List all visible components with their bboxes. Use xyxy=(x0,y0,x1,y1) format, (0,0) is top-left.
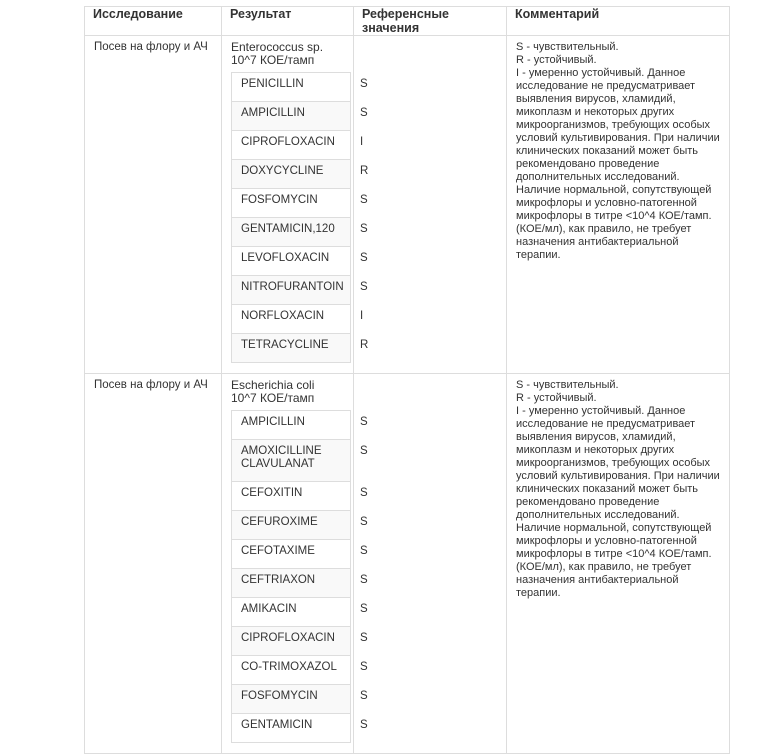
antibiotic-row: CEFTRIAXON S xyxy=(232,569,351,598)
reference-cell xyxy=(354,36,507,374)
antibiotic-row: AMOXICILLINE CLAVULANAT S xyxy=(232,440,351,482)
organism-name: Enterococcus sp. xyxy=(231,40,324,54)
comment-s: S - чувствительный. xyxy=(516,379,619,391)
antibiotic-name: PENICILLIN xyxy=(232,73,351,102)
result-cell xyxy=(222,36,369,374)
comment-s: S - чувствительный. xyxy=(516,41,619,53)
antibiotic-name: CEFOXITIN xyxy=(232,482,351,511)
antibiotic-name: CEFOTAXIME xyxy=(232,540,351,569)
antibiotic-name: AMPICILLIN xyxy=(232,411,351,440)
antibiotic-name: AMPICILLIN xyxy=(232,102,351,131)
organism-name: Escherichia coli xyxy=(231,378,315,392)
antibiotic-name: CEFUROXIME xyxy=(232,511,351,540)
antibiotic-name: NORFLOXACIN xyxy=(232,305,351,334)
comment-i: I - умеренно устойчивый. Данное исследование не предусматривает выявления вирусов, хламидий, микоплазм и некоторых других микроорганизмов, требующих особых условий культивирования. При наличии клинических показаний может быть рекомендовано проведение дополнительных исследований. Наличие нормальной, сопутствующей микрофлоры и условно-патогенной микрофлоры в титре <10^4 КОЕ/тамп. (КОЕ/мл), как правило, не требует назначения антибактериальной терапии. xyxy=(516,405,720,599)
results-body xyxy=(85,36,730,754)
antibiotic-row: FOSFOMYCIN S xyxy=(232,685,351,714)
header-row xyxy=(85,7,730,36)
comment-cell xyxy=(507,36,730,374)
antibiotic-row: CEFOXITIN S xyxy=(232,482,351,511)
antibiotic-name: AMIKACIN xyxy=(232,598,351,627)
antibiotic-row: CO-TRIMOXAZOL S xyxy=(232,656,351,685)
antibiotic-name: NITROFURANTOIN xyxy=(232,276,351,305)
antibiotic-table xyxy=(231,410,368,743)
antibiotic-row: AMPICILLIN S xyxy=(232,102,351,131)
antibiotic-name: CEFTRIAXON xyxy=(232,569,351,598)
antibiotic-row: FOSFOMYCIN S xyxy=(232,189,351,218)
antibiotic-row: AMPICILLIN S xyxy=(232,411,351,440)
table-row xyxy=(85,374,730,754)
antibiotic-name: TETRACYCLINE xyxy=(232,334,351,363)
reference-cell xyxy=(354,374,507,754)
organism-count: 10^7 КОЕ/тамп xyxy=(231,391,315,405)
antibiotic-name: FOSFOMYCIN xyxy=(232,685,351,714)
antibiotic-row: GENTAMICIN,120 S xyxy=(232,218,351,247)
antibiotic-table xyxy=(231,72,369,363)
antibiotic-row: LEVOFLOXACIN S xyxy=(232,247,351,276)
study-cell xyxy=(85,374,222,754)
header-result: Результат xyxy=(222,7,354,36)
antibiotic-row: CIPROFLOXACIN S xyxy=(232,627,351,656)
antibiotic-row: CEFOTAXIME S xyxy=(232,540,351,569)
study-name: Посев на флору и АЧ xyxy=(94,379,208,391)
antibiotic-row: TETRACYCLINE R xyxy=(232,334,351,363)
antibiotic-row: NORFLOXACIN I xyxy=(232,305,351,334)
antibiotic-name: GENTAMICIN,120 xyxy=(232,218,351,247)
header-comment: Комментарий xyxy=(507,7,730,36)
antibiotic-name: GENTAMICIN xyxy=(232,714,351,743)
antibiotic-name: CIPROFLOXACIN xyxy=(232,131,351,160)
antibiotic-row: CEFUROXIME S xyxy=(232,511,351,540)
study-cell xyxy=(85,36,222,374)
antibiotic-name: LEVOFLOXACIN xyxy=(232,247,351,276)
antibiotic-name: CIPROFLOXACIN xyxy=(232,627,351,656)
antibiotic-row: DOXYCYCLINE R xyxy=(232,160,351,189)
antibiotic-row: AMIKACIN S xyxy=(232,598,351,627)
antibiotic-name: DOXYCYCLINE xyxy=(232,160,351,189)
organism-count: 10^7 КОЕ/тамп xyxy=(231,53,315,67)
comment-r: R - устойчивый. xyxy=(516,392,597,404)
table-row xyxy=(85,36,730,374)
comment-i: I - умеренно устойчивый. Данное исследование не предусматривает выявления вирусов, хламидий, микоплазм и некоторых других микроорганизмов, требующих особых условий культивирования. При наличии клинических показаний может быть рекомендовано проведение дополнительных исследований. Наличие нормальной, сопутствующей микрофлоры и условно-патогенной микрофлоры в титре <10^4 КОЕ/тамп. (КОЕ/мл), как правило, не требует назначения антибактериальной терапии. xyxy=(516,67,720,261)
antibiotic-row: GENTAMICIN S xyxy=(232,714,351,743)
antibiotic-row: CIPROFLOXACIN I xyxy=(232,131,351,160)
study-name: Посев на флору и АЧ xyxy=(94,41,208,53)
antibiotic-name: FOSFOMYCIN xyxy=(232,189,351,218)
antibiotic-row: PENICILLIN S xyxy=(232,73,351,102)
antibiotic-row: NITROFURANTOIN S xyxy=(232,276,351,305)
header-study: Исследование xyxy=(85,7,222,36)
header-reference: Референсные значения xyxy=(354,7,507,36)
result-cell xyxy=(222,374,368,754)
antibiotic-name: CO-TRIMOXAZOL xyxy=(232,656,351,685)
comment-cell xyxy=(507,374,730,754)
results-table xyxy=(84,6,730,754)
antibiotic-name: AMOXICILLINE CLAVULANAT xyxy=(232,440,351,482)
comment-r: R - устойчивый. xyxy=(516,54,597,66)
